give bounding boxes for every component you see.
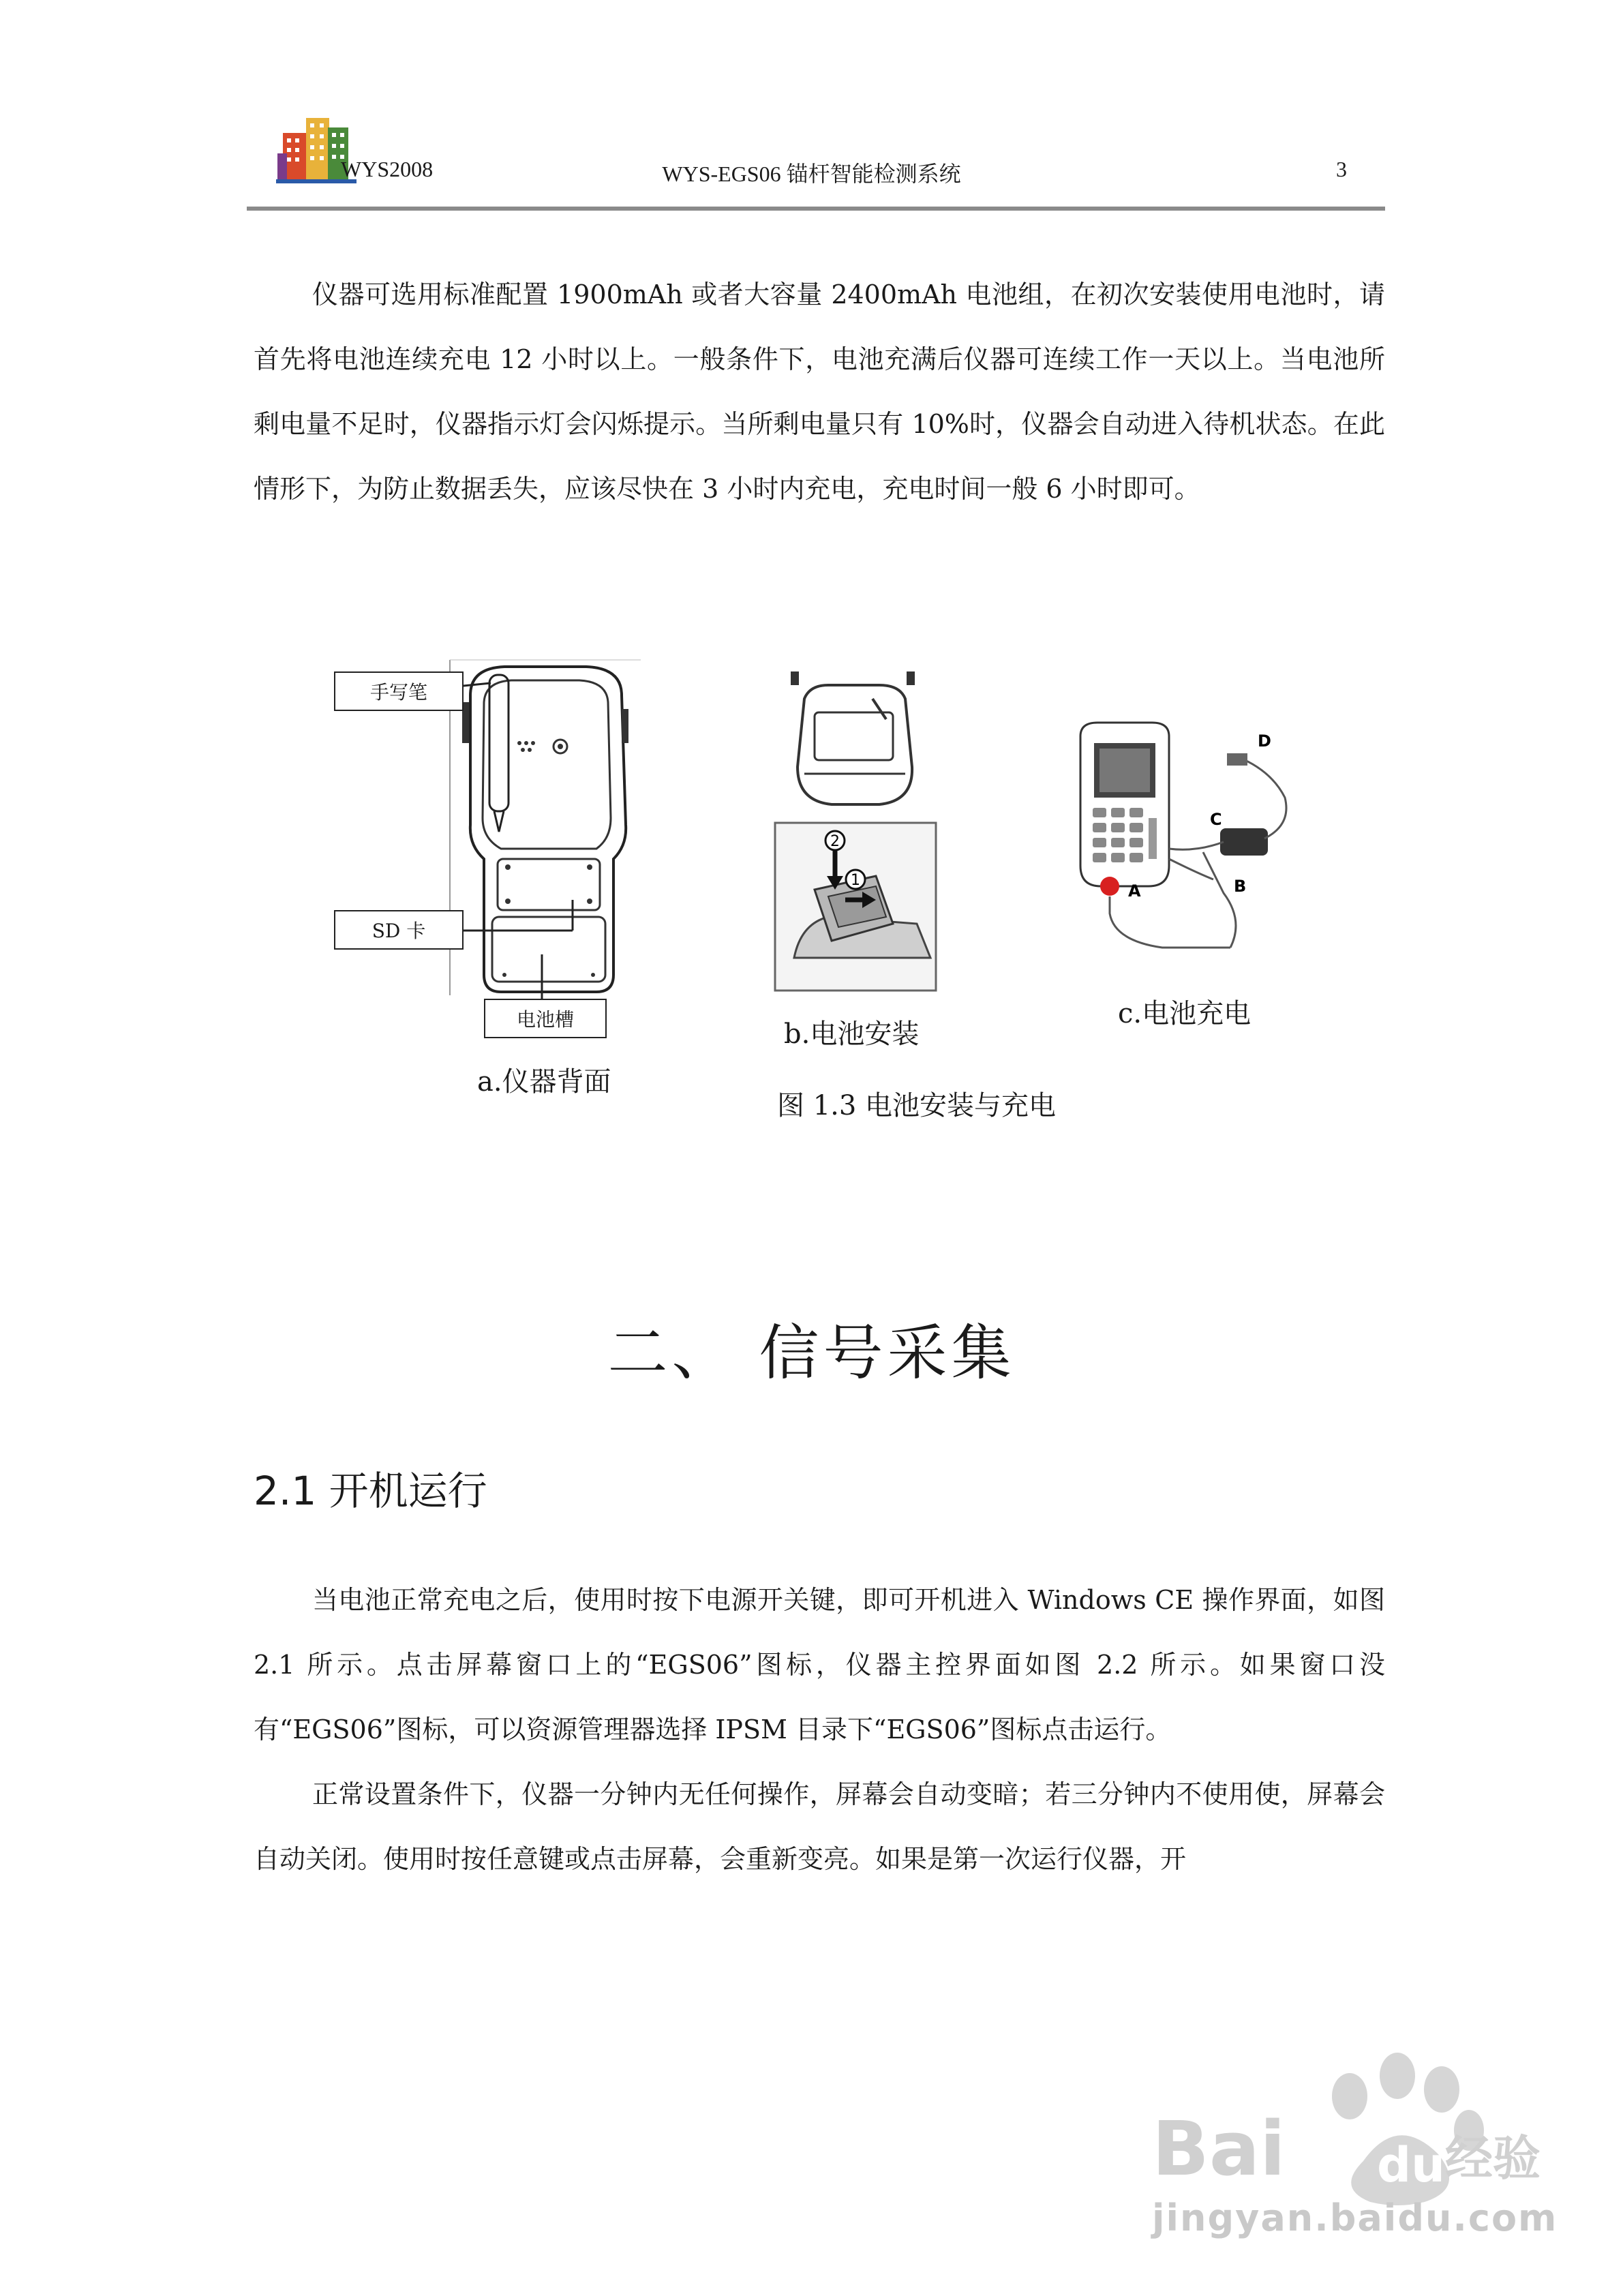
body-paragraph-startup: 当电池正常充电之后，使用时按下电源开关键，即可开机进入 Windows CE 操作界面，如图 2.1 所示。点击屏幕窗口上的“EGS06”图标，仪器主控界面如图 2.2 所示。如果窗口没有“EGS06”图标，可以资源管理器选择 IPSM 目录下“EGS06”图标点击运行。 [254,1585,1385,1744]
caption-a: a.仪器背面 [477,1066,611,1098]
step-2-label: 2 [830,833,840,850]
callout-battery-slot: 电池槽 [484,999,607,1038]
device-back-illustration [443,654,648,1002]
watermark-brand-jingyan: 经验 [1445,2130,1541,2186]
body-paragraph-screen: 正常设置条件下，仪器一分钟内无任何操作，屏幕会自动变暗；若三分钟内不使用使，屏幕会自动关闭。使用时按任意键或点击屏幕，会重新变亮。如果是第一次运行仪器，开 [254,1779,1385,1874]
callout-stylus: 手写笔 [334,671,464,711]
plug-a-label: A [1128,881,1141,901]
callout-sd-card: SD 卡 [334,910,464,950]
watermark-url: jingyan.baidu.com [1152,2196,1558,2239]
header-left-text: WYS2008 [341,157,434,181]
caption-b: b.电池安装 [784,1018,920,1050]
step-1-label: 1 [851,872,860,889]
caption-c: c.电池充电 [1118,998,1252,1029]
cord-d-label: D [1258,731,1271,751]
battery-top-illustration [777,671,930,815]
page-number: 3 [1336,157,1347,181]
figure-main-caption: 图 1.3 电池安装与充电 [777,1090,1057,1121]
chapter-title: 二、 信号采集 [607,1318,1016,1388]
watermark-brand: Bai [1152,2105,1286,2192]
battery-insert-illustration [774,821,937,992]
section-title: 2.1 开机运行 [254,1468,487,1514]
header-title: WYS-EGS06 锚杆智能检测系统 [662,162,961,186]
plug-b-label: B [1234,877,1247,896]
header-divider [247,207,1385,211]
watermark-brand-du: du [1377,2137,1445,2193]
charging-illustration [1067,716,1319,988]
adapter-c-label: C [1210,810,1222,829]
body-paragraph-battery: 仪器可选用标准配置 1900mAh 或者大容量 2400mAh 电池组，在初次安装使用电池时，请首先将电池连续充电 12 小时以上。一般条件下，电池充满后仪器可连续工作一天以上。当电池所剩电量不足时，仪器指示灯会闪烁提示。当所剩电量只有 10%时，仪器会自动进入待机状态。在此情形下，为防止数据丢失，应该尽快在 3 小时内充电，充电时间一般 6 小时即可。 [254,280,1385,504]
